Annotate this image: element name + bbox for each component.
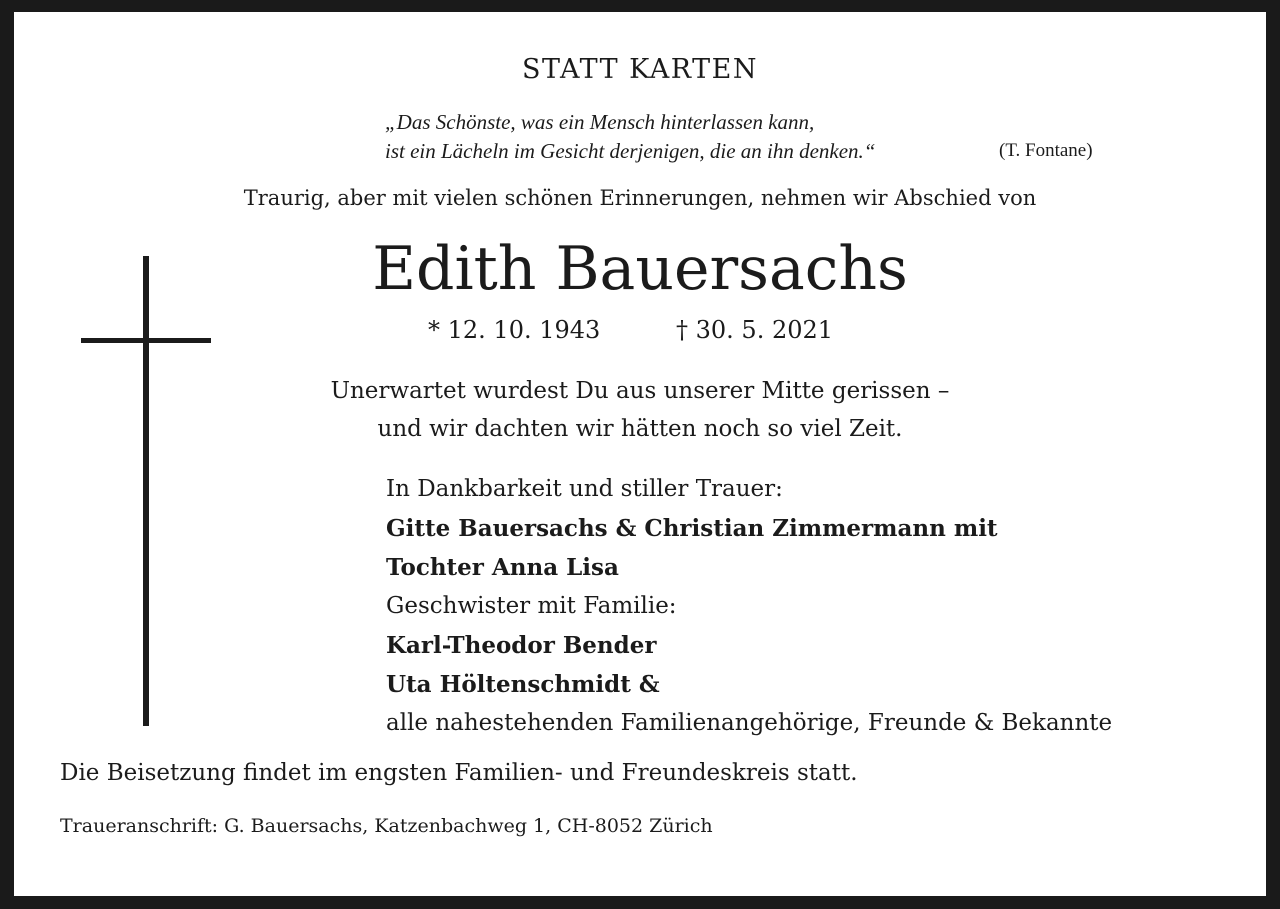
memorial-verse (14, 372, 1266, 448)
mourners-intro: In Dankbarkeit und stiller Trauer: (386, 476, 783, 502)
verse-line: Unerwartet wurdest Du aus unserer Mitte gerissen – (330, 378, 950, 404)
mourners-closing: alle nahestehenden Familienangehörige, Freunde & Bekannte (386, 710, 1113, 736)
verse-line: und wir dachten wir hätten noch so viel Zeit. (377, 416, 903, 442)
deceased-name: Edith Bauersachs (372, 234, 908, 304)
mourning-address: Traueranschrift: G. Bauersachs, Katzenbachweg 1, CH-8052 Zürich (60, 815, 713, 837)
mourners-group-label: Geschwister mit Familie: (386, 593, 677, 619)
mourner-name: Gitte Bauersachs & Christian Zimmermann mit (386, 515, 998, 542)
quote-author: (T. Fontane) (999, 140, 1093, 161)
cross-horizontal-bar (81, 338, 211, 343)
obituary-notice (14, 12, 1266, 896)
mourner-name: Karl-Theodor Bender (386, 632, 657, 659)
quote-line-1: „Das Schönste, was ein Mensch hinterlassen kann, (385, 110, 815, 134)
burial-info: Die Beisetzung findet im engsten Familien- und Freundeskreis statt. (60, 760, 858, 786)
intro-text: Traurig, aber mit vielen schönen Erinnerungen, nehmen wir Abschied von (243, 186, 1037, 210)
quote-line-2: ist ein Lächeln im Gesicht derjenigen, die an ihn denken.“ (385, 139, 876, 163)
mourner-name: Uta Höltenschmidt & (386, 671, 660, 698)
notice-header: STATT KARTEN (522, 54, 758, 85)
mourners-list (386, 470, 1112, 743)
birth-date: * 12. 10. 1943 (428, 316, 601, 344)
death-date: † 30. 5. 2021 (676, 316, 834, 344)
mourner-name: Tochter Anna Lisa (386, 554, 619, 581)
cross-vertical-bar (143, 256, 149, 726)
